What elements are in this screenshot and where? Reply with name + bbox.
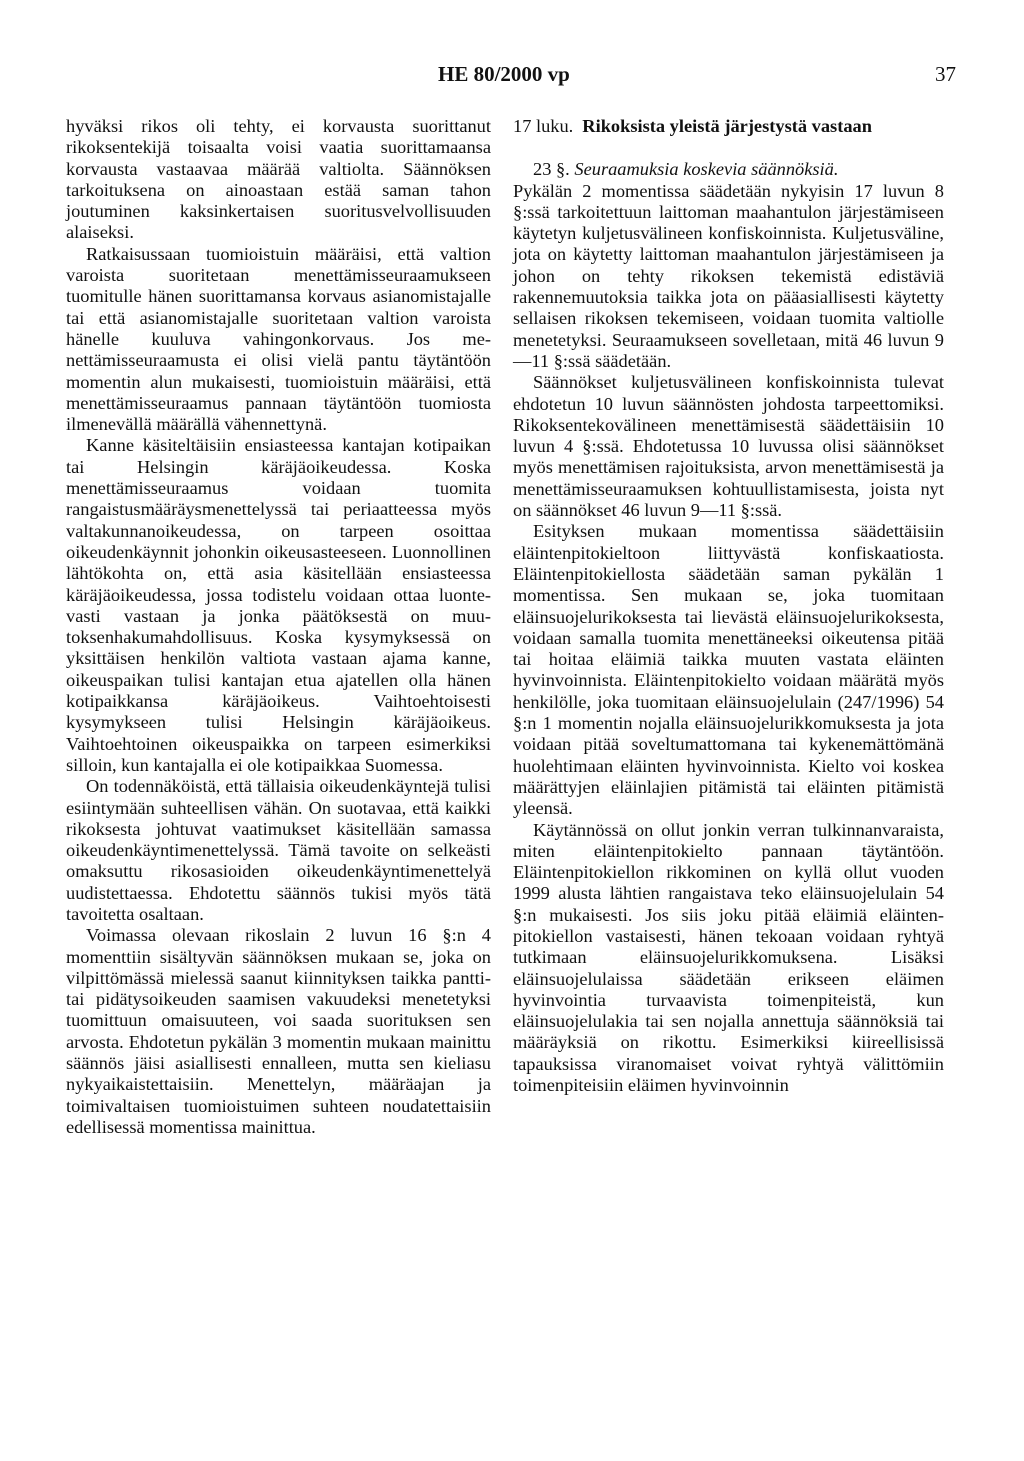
document-title: HE 80/2000 vp <box>438 62 570 86</box>
paragraph: Voimassa olevaan rikoslain 2 luvun 16 §:n 4 momenttiin sisältyvän säännöksen mukaan se, joka on vilpittömässä mielessä saanut kiinnityksen taikka pantti- tai pidätysoikeuden saamisen vakuudeksi menetetyksi tuomittuun omaisuuteen, voi saada suorituksen sen arvosta. Ehdotetun pykälän 3 momentin mukaan mainittu säännös jäisi asiallisesti ennalleen, mutta sen kieliasu nykyaikaistettaisiin. Menettelyn, määräajan ja toimivaltaisen tuomioistuimen suhteen noudatettaisiin edellisessä momentissa mainittua. <box>66 925 491 1137</box>
left-column <box>66 116 491 1138</box>
paragraph: Ratkaisussaan tuomioistuin määräisi, että valtion varoista suoritetaan menettämisseuraamukseen tuomitulle hänen suorittamansa korvaus asianomistajalle tai että asianomistajalle suoritetaan valtion varoista hänelle kuuluva vahingonkorvaus. Jos menettämisseuraamusta ei olisi vielä pantu täytäntöön momentin alun mukaisesti, tuomioistuin määräisi, että menettämisseuraamus pannaan täytäntöön tuomiosta ilmenevällä määrällä vähennettynä. <box>66 243 491 435</box>
page-number: 37 <box>935 62 956 86</box>
paragraph-continuation: hyväksi rikos oli tehty, ei korvausta suorittanut rikoksentekijä toisaalta voisi vaatia suorittamaansa korvausta vastaavaa määrää valtiolta. Säännöksen tarkoituksena on ainoastaan estää saman tahon joutuminen kaksinkertaisen suoritusvelvollisuuden alaiseksi. <box>66 116 491 243</box>
paragraph: Pykälän 2 momentissa säädetään nykyisin 17 luvun 8 §:ssä tarkoitettuun laittoman maahantulon järjestämiseen käytetyn kuljetusvälineen konfiskoinnista. Kuljetusväline, jota on käytetty laittoman maahantulon järjestämiseen ja johon on tehty rikoksen tekemistä edistäviä rakennemuutoksia taikka jota on pääasiallisesti käytetty sellaisen rikoksen tekemiseen, voidaan tuomita valtiolle menetetyksi. Seuraamukseen sovelletaan, mitä 46 luvun 9—11 §:ssä säädetään. <box>513 180 944 371</box>
section-number: 23 §. <box>533 159 570 180</box>
paragraph: Kanne käsiteltäisiin ensiasteessa kantajan kotipaikan tai Helsingin käräjäoikeudessa. Koska menettämisseuraamus voidaan tuomita rangaistusmääräysmenettelyssä tai periaatteessa myös valtakunnanoikeudessa, on tarpeen osoittaa oikeudenkäynnit johonkin oikeusasteeseen. Luonnollinen lähtökohta on, että asia käsitellään ensiasteessa käräjäoikeudessa, jossa todistelu voidaan ottaa luontevasti vastaan ja jonka päätöksestä on muutoksenhakumahdollisuus. Koska kysymyksessä on yksittäisen henkilön valtiota vastaan ajama kanne, oikeuspaikan tulisi kantajan etua ajatellen olla hänen kotipaikkansa käräjäoikeus. Vaihtoehtoisesti kysymykseen tulisi Helsingin käräjäoikeus. Vaihtoehtoinen oikeuspaikka on tarpeen esimerkiksi silloin, kun kantajalla ei ole kotipaikkaa Suomessa. <box>66 435 491 775</box>
paragraph: On todennäköistä, että tällaisia oikeudenkäyntejä tulisi esiintymään suhteellisen vähän. On suotavaa, että kaikki rikoksesta johtuvat vaatimukset käsitellään samassa oikeudenkäyntimenettelyssä. Tämä tavoite on selkeästi omaksuttu rikosasioiden oikeudenkäyntimenettelyä uudistettaessa. Ehdotettu säännös tukisi myös tätä tavoitetta osaltaan. <box>66 776 491 924</box>
paragraph: Säännökset kuljetusvälineen konfiskoinnista tulevat ehdotetun 10 luvun säännösten johdosta tarpeettomiksi. Rikoksentekovälineen menettämisestä säädettäisiin 10 luvun 4 §:ssä. Ehdotetussa 10 luvussa olisi säännökset myös menettämisen rajoituksista, arvon menettämisestä ja menettämisseuraamuksen kohtuullistamisesta, joista nyt on säännökset 46 luvun 9—11 §:ssä. <box>513 372 944 521</box>
chapter-heading <box>513 116 944 137</box>
chapter-title: Rikoksista yleistä järjestystä vastaan <box>582 116 872 136</box>
paragraph: Esityksen mukaan momentissa säädettäisiin eläintenpitokieltoon liittyvästä konfiskaatiosta. Eläintenpitokiellosta säädetään saman pykälän 1 momentissa. Sen mukaan se, joka tuomitaan eläinsuojelurikoksesta tai lievästä eläinsuojelurikoksesta, voidaan samalla tuomita menettäneeksi oikeutensa pitää tai hoitaa eläimiä taikka muuten vastata eläinten hyvinvoinnista. Eläintenpitokielto voidaan määrätä myös henkilölle, joka tuomitaan eläinsuojelulain (247/1996) 54 §:n 1 momentin nojalla eläinsuojelurikkomuksesta ja jota voidaan pitää soveltumattomana tai kykenemättömänä huolehtimaan eläinten hyvinvoinnista. Kielto voi koskea määrättyjen eläinlajien pitämistä tai eläinten pitämistä yleensä. <box>513 521 944 819</box>
section-title: Seuraamuksia koskevia säännöksiä. <box>574 159 839 180</box>
paragraph: Käytännössä on ollut jonkin verran tulkinnanvaraista, miten eläintenpitokielto pannaan täytäntöön. Eläintenpitokiellon rikkominen on kyllä ollut vuoden 1999 alusta lähtien rangaistava teko eläinsuojelulain 54 §:n mukaisesti. Jos siis joku pitää eläimiä eläintenpitokiellon vastaisesti, hänen tekoaan voidaan ryhtyä tutkimaan eläinsuojelurikkomuksena. Lisäksi eläinsuojelulaissa säädetään erikseen eläimen hyvinvointia turvaavista toimenpiteistä, kun eläinsuojelulakia tai sen nojalla annettuja säännöksiä tai määräyksiä on rikottu. Esimerkiksi kiireellisissä tapauksissa viranomaiset voivat ryhtyä välittömiin toimenpiteisiin eläimen hyvinvoinnin <box>513 819 944 1096</box>
section-heading <box>513 159 944 180</box>
chapter-number: 17 luku. <box>513 116 574 136</box>
right-column <box>513 116 944 1096</box>
page-header <box>0 62 1024 92</box>
